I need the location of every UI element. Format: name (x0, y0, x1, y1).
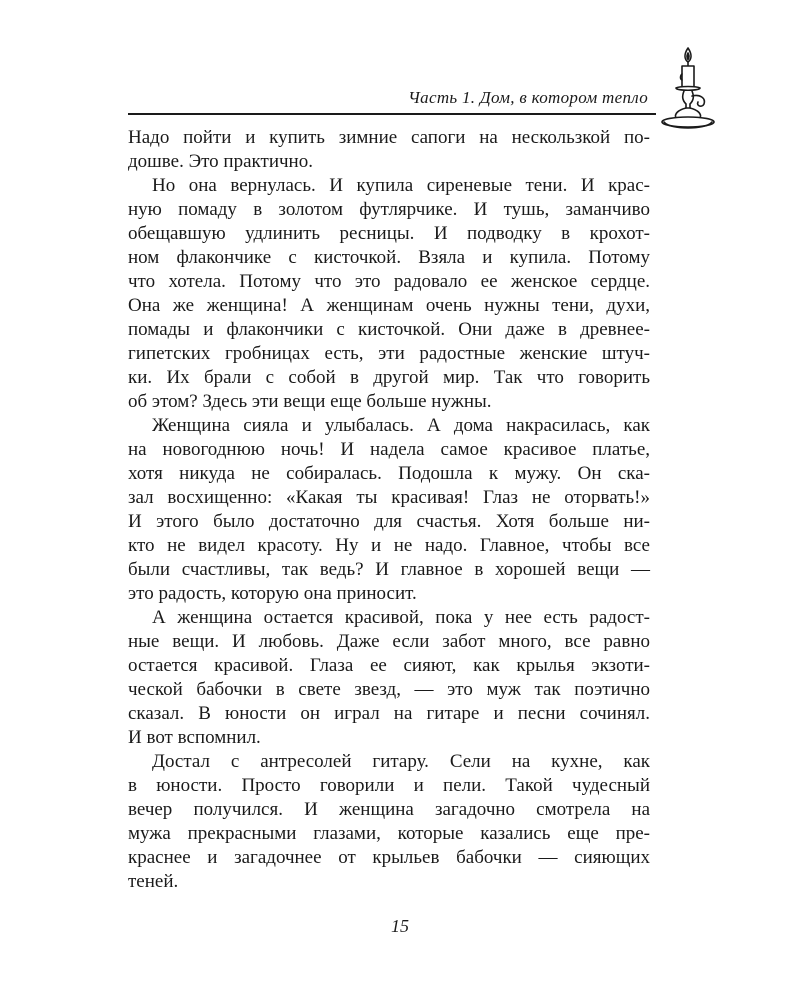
running-title: Часть 1. Дом, в котором тепло (408, 88, 648, 107)
text-line: И вот вспомнил. (128, 727, 261, 748)
text-line: хотя никуда не собиралась. Подошла к мужу. Он ска- (128, 463, 650, 484)
text-line: об этом? Здесь эти вещи еще больше нужны. (128, 391, 492, 412)
text-line: Женщина сияла и улыбалась. А дома накрасилась, как (152, 415, 650, 436)
text-line: это радость, которую она приносит. (128, 583, 417, 604)
text-line: в юности. Просто говорили и пели. Такой чудесный (128, 775, 650, 796)
candle-icon (656, 44, 720, 140)
text-line: что хотела. Потому что это радовало ее женское сердце. (128, 271, 650, 292)
text-line: кто не видел красоту. Ну и не надо. Главное, чтобы все (128, 535, 650, 556)
text-line: Она же женщина! А женщинам очень нужны тени, духи, (128, 295, 650, 316)
text-line: ную помаду в золотом футлярчике. И тушь, заманчиво (128, 199, 650, 220)
running-header (128, 86, 652, 110)
text-line: теней. (128, 871, 179, 892)
text-line: А женщина остается красивой, пока у нее есть радост- (152, 607, 650, 628)
text-line: мужа прекрасными глазами, которые казались еще пре- (128, 823, 650, 844)
text-line: зал восхищенно: «Какая ты красивая! Глаз не оторвать!» (128, 487, 650, 508)
text-line: помады и флакончики с кисточкой. Они даже в древнее- (128, 319, 650, 340)
text-line: ном флакончике с кисточкой. Взяла и купила. Потому (128, 247, 650, 268)
text-line: на новогоднюю ночь! И надела самое красивое платье, (128, 439, 650, 460)
text-line: были счастливы, так ведь? И главное в хорошей вещи — (128, 559, 650, 580)
text-line: остается красивой. Глаза ее сияют, как крылья экзоти- (128, 655, 650, 676)
text-line: дошве. Это практично. (128, 151, 313, 172)
text-line: краснее и загадочнее от крыльев бабочки — сияющих (128, 847, 650, 868)
text-line: ческой бабочки в свете звезд, — это муж так поэтично (128, 679, 650, 700)
text-line: сказал. В юности он играл на гитаре и песни сочинял. (128, 703, 650, 724)
text-line: Достал с антресолей гитару. Сели на кухне, как (152, 751, 650, 772)
text-line: ки. Их брали с собой в другой мир. Так что говорить (128, 367, 650, 388)
text-line: вечер получился. И женщина загадочно смотрела на (128, 799, 650, 820)
text-line: обещавшую удлинить ресницы. И подводку в крохот- (128, 223, 650, 244)
page-number: 15 (391, 916, 409, 936)
text-line: гипетских гробницах есть, эти радостные женские штуч- (128, 343, 650, 364)
text-line: Но она вернулась. И купила сиреневые тени. И крас- (152, 175, 650, 196)
header-rule (128, 113, 656, 115)
body-text (128, 126, 650, 894)
text-line: ные вещи. И любовь. Даже если забот много, все равно (128, 631, 650, 652)
text-line: И этого было достаточно для счастья. Хотя больше ни- (128, 511, 650, 532)
text-line: Надо пойти и купить зимние сапоги на нескользкой по- (128, 127, 650, 148)
